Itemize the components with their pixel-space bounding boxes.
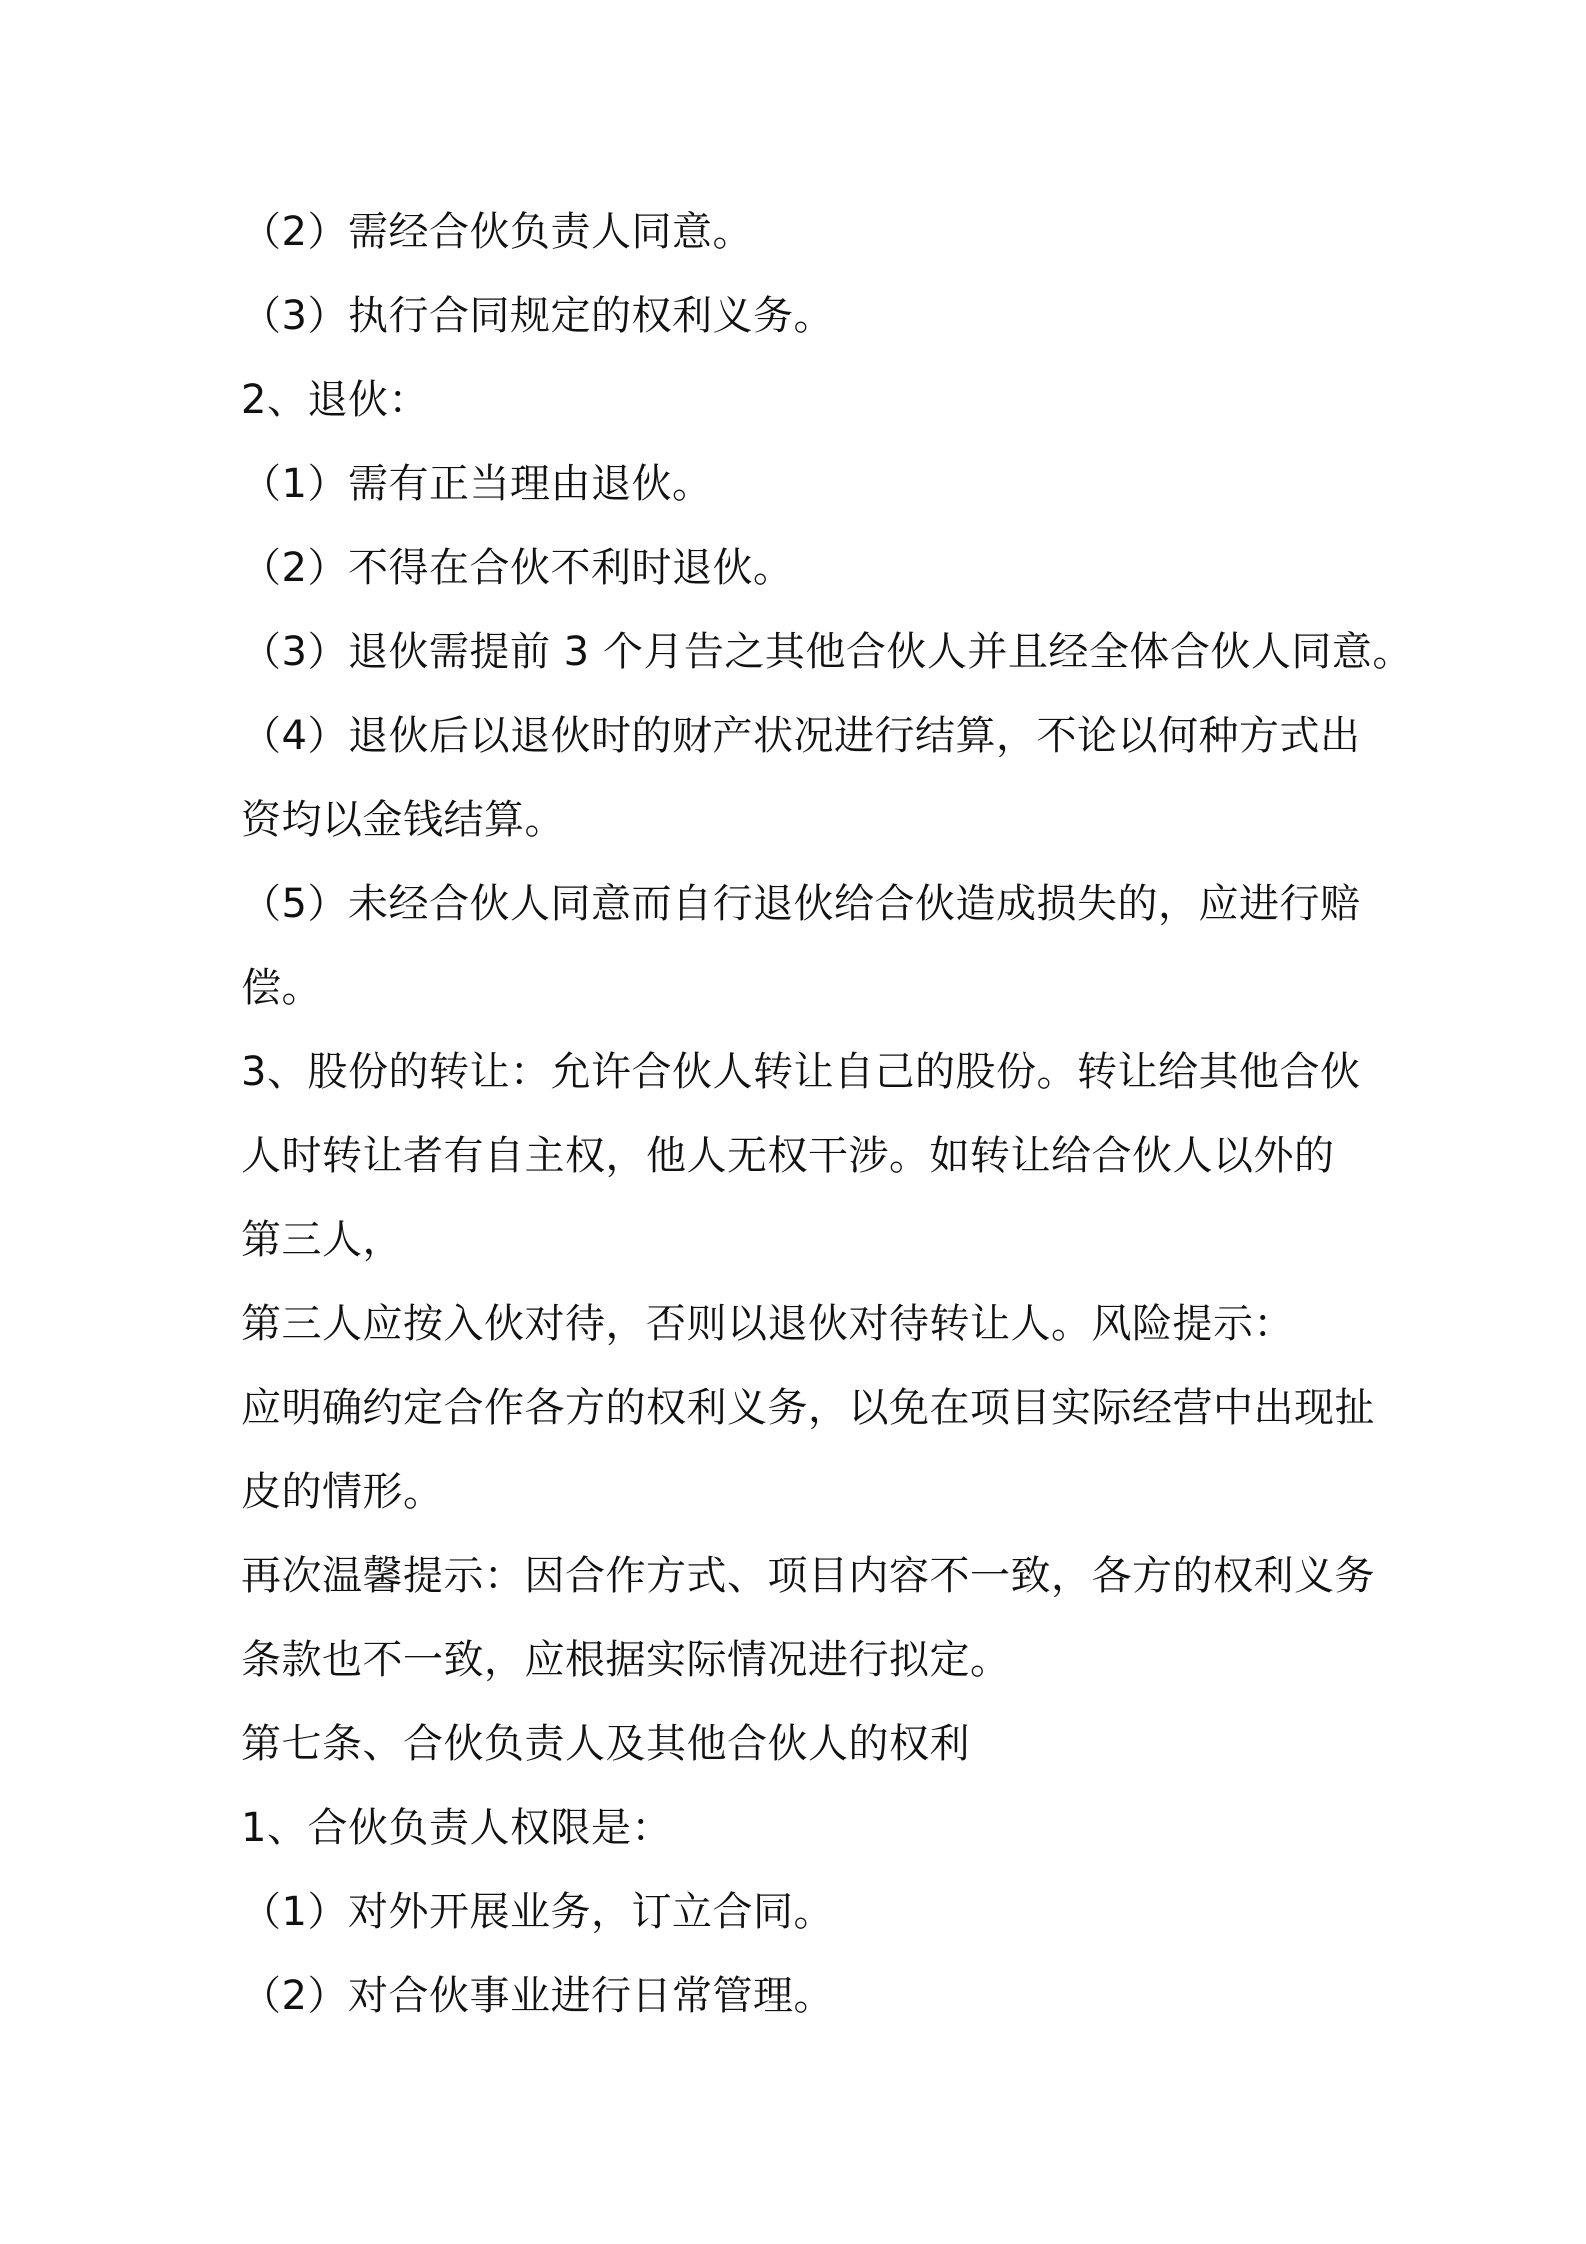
text-line: 人时转让者有自主权，他人无权干涉。如转让给合伙人以外的 xyxy=(241,1133,1335,1179)
text-line: 条款也不一致，应根据实际情况进行拟定。 xyxy=(241,1637,1011,1683)
text-line: （5）未经合伙人同意而自行退伙给合伙造成损失的，应进行赔 xyxy=(241,881,1361,927)
section-heading: 3、股份的转让：允许合伙人转让自己的股份。转让给其他合伙 xyxy=(241,1049,1361,1095)
section-heading: 2、退伙： xyxy=(241,377,429,423)
text-line: 皮的情形。 xyxy=(241,1469,444,1515)
text-line: 偿。 xyxy=(241,965,322,1011)
text-line: （2）需经合伙负责人同意。 xyxy=(241,209,753,255)
text-line: （4）退伙后以退伙时的财产状况进行结算，不论以何种方式出 xyxy=(241,713,1361,759)
text-line: 再次温馨提示：因合作方式、项目内容不一致，各方的权利义务 xyxy=(241,1553,1375,1599)
text-line: 资均以金钱结算。 xyxy=(241,797,565,843)
text-line: （1）对外开展业务，订立合同。 xyxy=(241,1889,834,1935)
text-line: （2）不得在合伙不利时退伙。 xyxy=(241,545,794,591)
article-heading: 第七条、合伙负责人及其他合伙人的权利 xyxy=(241,1721,970,1767)
text-line: 第三人应按入伙对待，否则以退伙对待转让人。风险提示： xyxy=(241,1301,1294,1347)
text-line: （3）退伙需提前 3 个月告之其他合伙人并且经全体合伙人同意。 xyxy=(241,629,1413,675)
text-line: （1）需有正当理由退伙。 xyxy=(241,461,713,507)
text-line: 应明确约定合作各方的权利义务，以免在项目实际经营中出现扯 xyxy=(241,1385,1375,1431)
text-line: （3）执行合同规定的权利义务。 xyxy=(241,293,834,339)
section-heading: 1、合伙负责人权限是： xyxy=(241,1805,672,1851)
text-line: （2）对合伙事业进行日常管理。 xyxy=(241,1973,834,2019)
document-body xyxy=(241,190,1421,2038)
text-line: 第三人， xyxy=(241,1217,403,1263)
